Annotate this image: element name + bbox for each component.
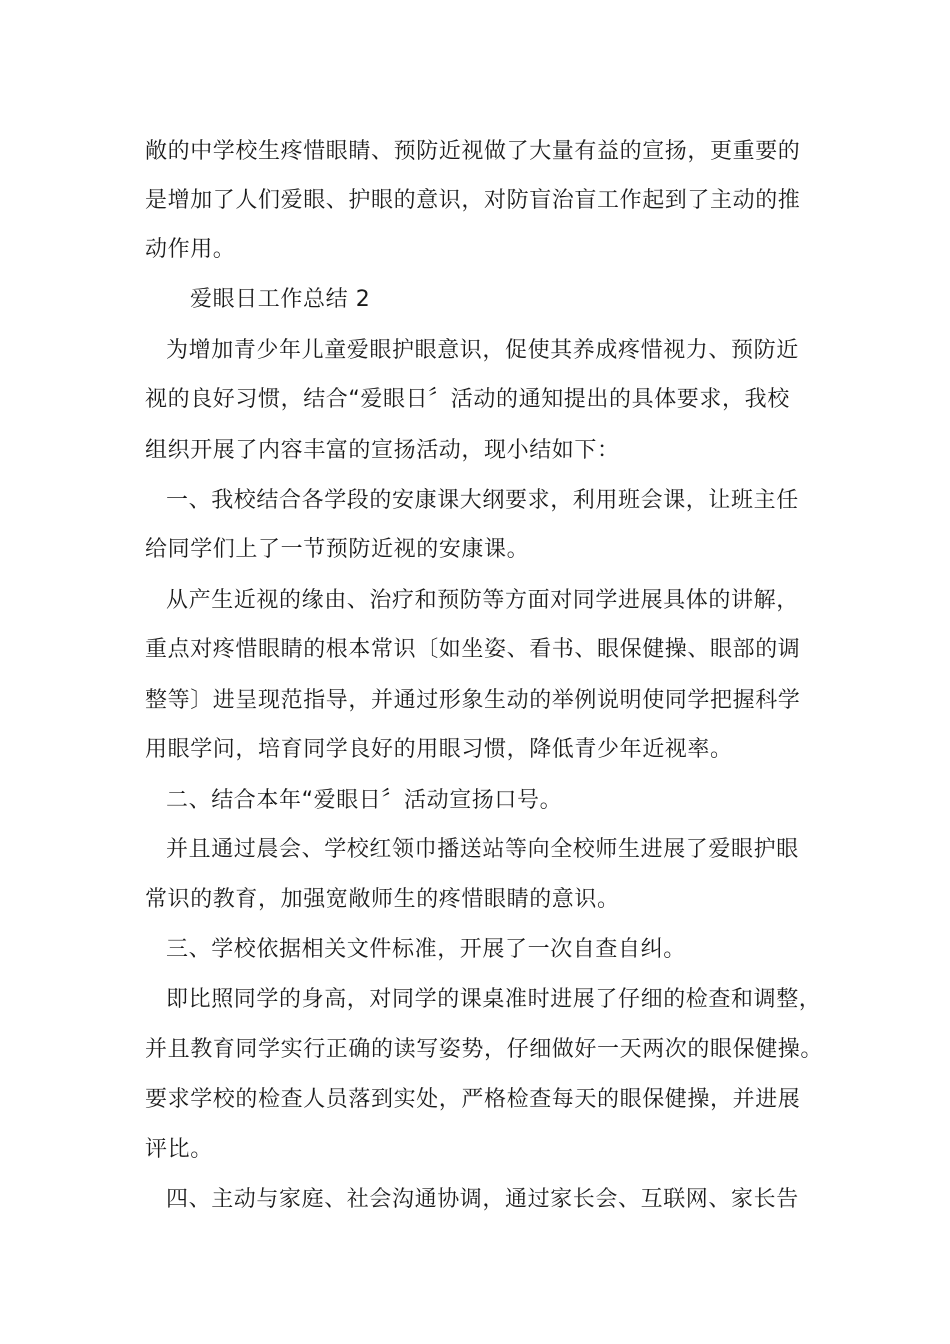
body-text-line: 组织开展了内容丰富的宣扬活动，现小结如下： [145, 438, 620, 463]
section-heading: 爱眼日工作总结 2 [190, 287, 371, 312]
paragraph-first-line: 从产生近视的缘由、治疗和预防等方面对同学进展具体的讲解， [166, 588, 799, 613]
body-text-line: 视的良好习惯，结合“爱眼日〞活动的通知提出的具体要求，我校 [145, 387, 790, 412]
body-text-line: 评比。 [145, 1137, 213, 1162]
body-text-line: 是增加了人们爱眼、护眼的意识，对防盲治盲工作起到了主动的推 [145, 188, 801, 213]
paragraph-first-line: 二、结合本年“爱眼日〞活动宣扬口号。 [166, 788, 563, 813]
body-text-line: 用眼学问，培育同学良好的用眼习惯，降低青少年近视率。 [145, 737, 733, 762]
body-text-line: 并且教育同学实行正确的读写姿势，仔细做好一天两次的眼保健操。 [145, 1037, 824, 1062]
paragraph-first-line: 并且通过晨会、学校红领巾播送站等向全校师生进展了爱眼护眼 [166, 837, 799, 862]
body-text-line: 给同学们上了一节预防近视的安康课。 [145, 537, 530, 562]
paragraph-first-line: 四、主动与家庭、社会沟通协调，通过家长会、互联网、家长告 [166, 1187, 799, 1212]
body-text-line: 常识的教育，加强宽敞师生的疼惜眼睛的意识。 [145, 887, 620, 912]
paragraph-first-line: 即比照同学的身高，对同学的课桌准时进展了仔细的检查和调整， [166, 987, 822, 1012]
paragraph-first-line: 三、学校依据相关文件标准，开展了一次自查自纠。 [166, 937, 686, 962]
body-text-line: 要求学校的检查人员落到实处，严格检查每天的眼保健操，并进展 [145, 1087, 801, 1112]
body-text-line: 重点对疼惜眼睛的根本常识〔如坐姿、看书、眼保健操、眼部的调 [145, 637, 801, 662]
paragraph-first-line: 为增加青少年儿童爱眼护眼意识，促使其养成疼惜视力、预防近 [166, 338, 799, 363]
paragraph-first-line: 一、我校结合各学段的安康课大纲要求，利用班会课，让班主任 [166, 488, 799, 513]
body-text-line: 整等〕进呈现范指导，并通过形象生动的举例说明使同学把握科学 [145, 688, 801, 713]
body-text-line: 敞的中学校生疼惜眼睛、预防近视做了大量有益的宣扬，更重要的 [145, 139, 801, 164]
body-text-line: 动作用。 [145, 237, 236, 262]
